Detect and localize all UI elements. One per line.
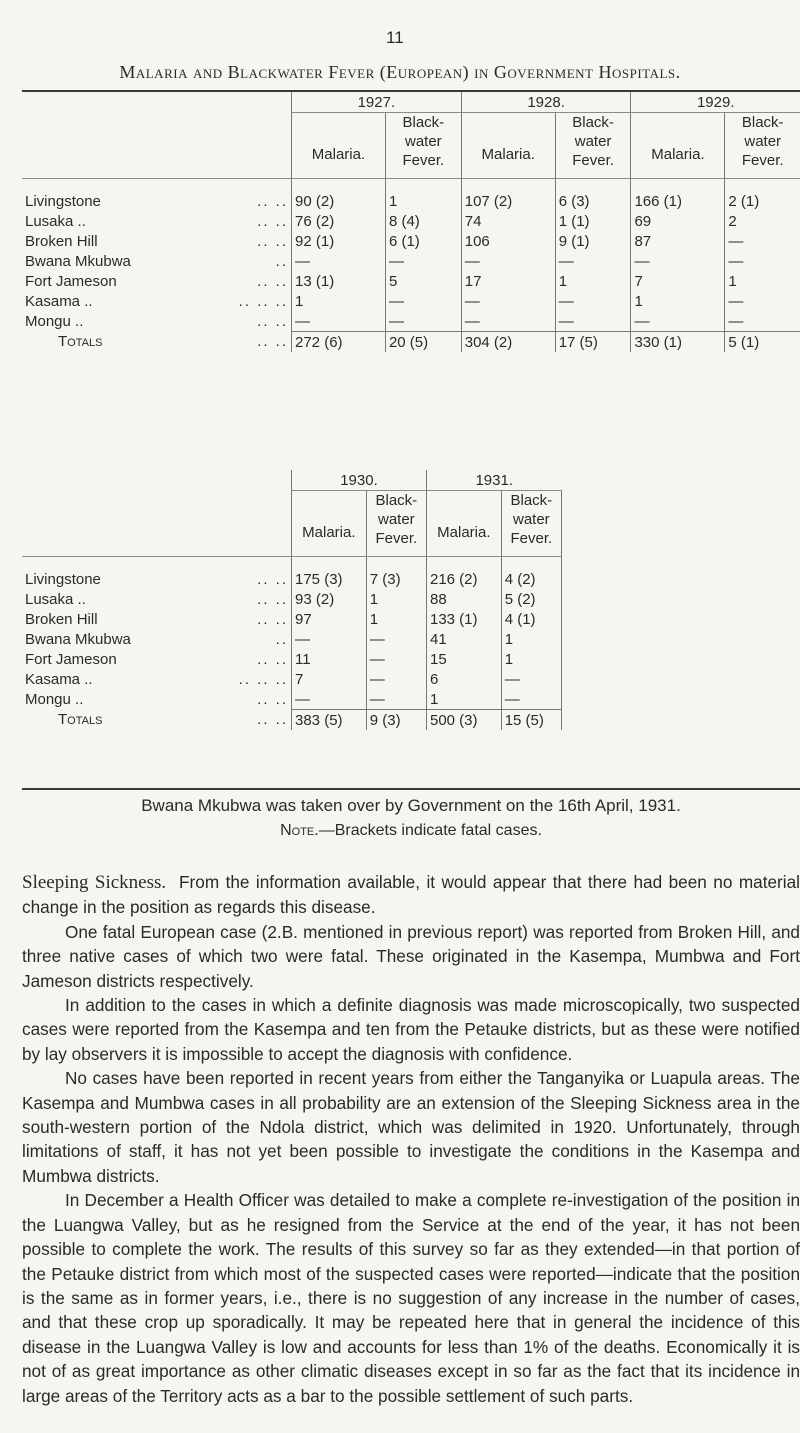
place-name: Fort Jameson .. .. — [25, 650, 288, 668]
malaria-cell: 88 — [426, 589, 501, 609]
malaria-cell: 330 (1) — [631, 332, 725, 353]
blackwater-cell: 20 (5) — [385, 332, 461, 353]
blackwater-cell: — — [366, 649, 426, 669]
table-row — [22, 271, 800, 291]
malaria-cell: — — [461, 311, 555, 332]
blackwater-cell: 4 (2) — [501, 557, 561, 590]
place-name: Broken Hill .. .. — [25, 610, 288, 628]
page-title: Malaria and Blackwater Fever (European) in Government Hospitals. — [119, 62, 681, 82]
totals-label: Totals .. .. — [58, 333, 288, 351]
totals-row — [22, 710, 562, 731]
malaria-cell: 92 (1) — [292, 231, 386, 251]
paragraph: In addition to the cases in which a definite diagnosis was made microscopically, two suspected cases were reported from the Kasempa and ten from the Petauke districts, but as these were notified by lay observers it is impossible to accept the diagnosis with confidence. — [22, 995, 800, 1064]
malaria-cell: — — [292, 629, 367, 649]
blackwater-cell: — — [366, 689, 426, 710]
blackwater-cell: 8 (4) — [385, 211, 461, 231]
malaria-cell: 166 (1) — [631, 179, 725, 212]
malaria-cell: 383 (5) — [292, 710, 367, 731]
malaria-cell: 7 — [292, 669, 367, 689]
malaria-cell: 500 (3) — [426, 710, 501, 731]
blackwater-cell: — — [725, 251, 800, 271]
blackwater-cell: 5 (1) — [725, 332, 800, 353]
table-row — [22, 251, 800, 271]
malaria-cell: — — [631, 311, 725, 332]
malaria-cell: 11 — [292, 649, 367, 669]
blackwater-cell: 6 (1) — [385, 231, 461, 251]
col-header-malaria: Malaria. — [631, 113, 725, 179]
col-header-malaria: Malaria. — [292, 491, 367, 557]
blackwater-cell: — — [725, 311, 800, 332]
malaria-cell: — — [461, 251, 555, 271]
blackwater-cell: 1 — [501, 629, 561, 649]
year-header: 1929. — [631, 92, 800, 113]
paragraph: No cases have been reported in recent years from either the Tanganyika or Luapula areas. The Kasempa and Mumbwa cases in all probability are an extension of the Sleeping Sickness area in the south-western portion of the Ndola district, which was delimited in 1920. Unfortunately, through limitations of staff, it has not yet been possible to investigate the conditions in the Kasempa and Mumbwa districts. — [22, 1068, 800, 1186]
blackwater-cell: 4 (1) — [501, 609, 561, 629]
year-header: 1928. — [461, 92, 631, 113]
blackwater-cell: 9 (1) — [555, 231, 631, 251]
malaria-cell: 6 — [426, 669, 501, 689]
year-header: 1930. — [292, 470, 427, 491]
malaria-cell: 107 (2) — [461, 179, 555, 212]
blackwater-cell: 1 — [501, 649, 561, 669]
malaria-cell: 97 — [292, 609, 367, 629]
col-header-malaria: Malaria. — [461, 113, 555, 179]
note-brackets: Note.—Brackets indicate fatal cases. — [280, 822, 542, 839]
blackwater-cell: — — [366, 669, 426, 689]
malaria-cell: — — [292, 251, 386, 271]
table-row — [22, 609, 562, 629]
table-row — [22, 557, 562, 590]
malaria-cell: 76 (2) — [292, 211, 386, 231]
col-header-blackwater: Black- water Fever. — [366, 491, 426, 557]
malaria-cell: 1 — [426, 689, 501, 710]
table-row — [22, 629, 562, 649]
blackwater-cell: 2 (1) — [725, 179, 800, 212]
place-name: Kasama .. .. .. .. — [25, 292, 288, 310]
blackwater-cell: — — [555, 291, 631, 311]
blackwater-cell: 1 (1) — [555, 211, 631, 231]
place-name: Bwana Mkubwa .. — [25, 630, 288, 648]
place-name: Fort Jameson .. .. — [25, 272, 288, 290]
malaria-cell: 133 (1) — [426, 609, 501, 629]
table-row — [22, 211, 800, 231]
malaria-cell: 87 — [631, 231, 725, 251]
malaria-cell: 74 — [461, 211, 555, 231]
blackwater-cell: — — [725, 231, 800, 251]
malaria-cell: 1 — [631, 291, 725, 311]
malaria-cell: — — [292, 311, 386, 332]
blackwater-cell: 7 (3) — [366, 557, 426, 590]
malaria-cell: 216 (2) — [426, 557, 501, 590]
blackwater-cell: 9 (3) — [366, 710, 426, 731]
table-row — [22, 231, 800, 251]
blackwater-cell: 2 — [725, 211, 800, 231]
table-row — [22, 649, 562, 669]
table-row — [22, 689, 562, 710]
malaria-cell: 7 — [631, 271, 725, 291]
malaria-cell: 90 (2) — [292, 179, 386, 212]
place-name: Livingstone .. .. — [25, 192, 288, 210]
blackwater-cell: — — [385, 311, 461, 332]
malaria-cell: 93 (2) — [292, 589, 367, 609]
section-heading: Sleeping Sickness. — [22, 872, 167, 893]
malaria-cell: 272 (6) — [292, 332, 386, 353]
col-header-malaria: Malaria. — [426, 491, 501, 557]
paragraph: In December a Health Officer was detailed to make a complete re-investigation of the position in the Luangwa Valley, but as he resigned from the Service at the end of the year, it has not been possible to complete the work. The results of this survey so far as they extended—in that portion of the Petauke district from which most of the suspected cases were reported—indicate that the position is the same as in former years, i.e., there is no suggestion of any increase in the number of cases, and that these crop up sporadically. It may be repeated here that in general the incidence of this disease in the Luangwa Valley is low and accounts for less than 1% of the deaths. Economically it is not of as great importance as other climatic diseases except in so far as the fact that its incidence in large areas of the Territory acts as a bar to the possible settlement of such parts. — [22, 1190, 800, 1406]
place-name: Livingstone .. .. — [25, 570, 288, 588]
blackwater-cell: 1 — [385, 179, 461, 212]
paragraph: One fatal European case (2.B. mentioned in previous report) was reported from Broken Hill, and three native cases of which two were fatal. These originated in the Kasempa, Mumbwa and Fort Jameson districts respectively. — [22, 921, 800, 991]
totals-row — [22, 332, 800, 353]
col-header-blackwater: Black- water Fever. — [555, 113, 631, 179]
col-header-malaria: Malaria. — [292, 113, 386, 179]
malaria-cell: 41 — [426, 629, 501, 649]
malaria-cell: 17 — [461, 271, 555, 291]
blackwater-cell: — — [501, 689, 561, 710]
malaria-cell: 1 — [292, 291, 386, 311]
table-row — [22, 589, 562, 609]
blackwater-cell: 15 (5) — [501, 710, 561, 731]
table-row — [22, 291, 800, 311]
table-row — [22, 311, 800, 332]
malaria-cell: 106 — [461, 231, 555, 251]
blackwater-cell: 1 — [555, 271, 631, 291]
blackwater-cell: — — [501, 669, 561, 689]
blackwater-cell: — — [725, 291, 800, 311]
paragraph: Sleeping Sickness. From the information available, it would appear that there had been no material change in the position as regards this disease. — [22, 872, 800, 918]
year-header: 1927. — [292, 92, 462, 113]
blackwater-cell: 1 — [366, 609, 426, 629]
malaria-cell: — — [292, 689, 367, 710]
blackwater-cell: — — [555, 311, 631, 332]
place-name: Mongu .. .. .. — [25, 690, 288, 708]
place-name: Lusaka .. .. .. — [25, 590, 288, 608]
place-name: Lusaka .. .. .. — [25, 212, 288, 230]
blackwater-cell: 5 (2) — [501, 589, 561, 609]
table-row — [22, 669, 562, 689]
malaria-cell: 69 — [631, 211, 725, 231]
page-number: 11 — [386, 28, 404, 47]
table-row — [22, 179, 800, 212]
totals-label: Totals .. .. — [58, 711, 288, 729]
blackwater-cell: 1 — [725, 271, 800, 291]
place-name: Kasama .. .. .. .. — [25, 670, 288, 688]
blackwater-cell: 1 — [366, 589, 426, 609]
blackwater-cell: 6 (3) — [555, 179, 631, 212]
malaria-cell: — — [461, 291, 555, 311]
col-header-blackwater: Black- water Fever. — [385, 113, 461, 179]
malaria-cell: 175 (3) — [292, 557, 367, 590]
place-name: Bwana Mkubwa .. — [25, 252, 288, 270]
place-name: Mongu .. .. .. — [25, 312, 288, 330]
malaria-cell: — — [631, 251, 725, 271]
table-1927-1929 — [22, 92, 800, 352]
sleeping-sickness-section — [22, 870, 800, 1408]
bottom-rule — [22, 788, 800, 790]
blackwater-cell: — — [366, 629, 426, 649]
blackwater-cell: — — [385, 291, 461, 311]
malaria-cell: 304 (2) — [461, 332, 555, 353]
year-header: 1931. — [426, 470, 561, 491]
blackwater-cell: 17 (5) — [555, 332, 631, 353]
col-header-blackwater: Black- water Fever. — [501, 491, 561, 557]
malaria-cell: 13 (1) — [292, 271, 386, 291]
blackwater-cell: — — [555, 251, 631, 271]
note-bwana-mkubwa: Bwana Mkubwa was taken over by Government on the 16th April, 1931. — [141, 796, 681, 815]
blackwater-cell: — — [385, 251, 461, 271]
col-header-blackwater: Black- water Fever. — [725, 113, 800, 179]
malaria-cell: 15 — [426, 649, 501, 669]
place-name: Broken Hill .. .. — [25, 232, 288, 250]
table-1930-1931 — [22, 470, 562, 730]
blackwater-cell: 5 — [385, 271, 461, 291]
